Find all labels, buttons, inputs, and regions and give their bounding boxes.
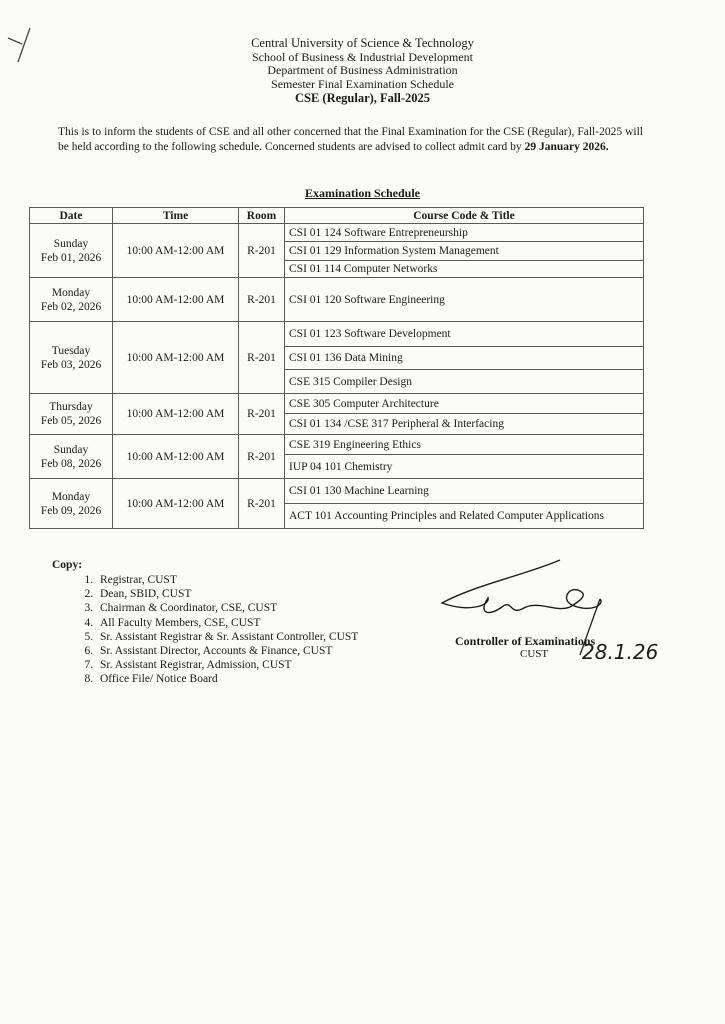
exam-date: Feb 03, 2026 — [40, 358, 102, 371]
list-item: 3. Chairman & Coordinator, CSE, CUST — [96, 601, 358, 615]
table-row — [30, 278, 644, 322]
exam-date-cell — [30, 435, 113, 479]
list-item: 6. Sr. Assistant Director, Accounts & Finance, CUST — [96, 644, 358, 658]
admit-card-deadline: 29 January 2026 — [524, 141, 606, 153]
exam-time: 10:00 AM-12:00 AM — [113, 322, 239, 394]
course-cell: ACT 101 Accounting Principles and Related Computer Applications — [285, 504, 644, 529]
copy-label: Copy: — [52, 559, 83, 571]
program-title: CSE (Regular), Fall-2025 — [294, 91, 431, 105]
exam-schedule-table — [29, 207, 644, 529]
course-cell: CSI 01 120 Software Engineering — [285, 278, 644, 322]
list-item: 8. Office File/ Notice Board — [96, 672, 358, 686]
exam-room: R-201 — [239, 224, 285, 278]
course-cell: CSI 01 129 Information System Management — [285, 242, 644, 261]
course-cell: CSI 01 123 Software Development — [285, 322, 644, 347]
list-item: 1. Registrar, CUST — [96, 573, 358, 587]
document-header — [0, 37, 725, 106]
signatory-org: CUST — [520, 648, 549, 660]
table-header-row — [30, 208, 644, 224]
handwritten-date: 28.1.26 — [582, 640, 659, 664]
exam-time: 10:00 AM-12:00 AM — [113, 479, 239, 529]
copy-list — [52, 573, 358, 687]
exam-date-cell — [30, 394, 113, 435]
exam-date: Feb 08, 2026 — [40, 457, 102, 470]
exam-room: R-201 — [239, 479, 285, 529]
header-time: Time — [113, 208, 239, 224]
exam-date: Feb 09, 2026 — [40, 504, 102, 517]
header-course: Course Code & Title — [285, 208, 644, 224]
course-cell: CSI 01 124 Software Entrepreneurship — [285, 224, 644, 242]
exam-room: R-201 — [239, 435, 285, 479]
exam-time: 10:00 AM-12:00 AM — [113, 435, 239, 479]
exam-date: Feb 02, 2026 — [40, 300, 102, 313]
exam-day: Sunday — [53, 237, 89, 250]
signatory-title: Controller of Examinations — [455, 634, 596, 648]
course-cell: CSI 01 134 /CSE 317 Peripheral & Interfacing — [285, 414, 644, 435]
exam-date-cell — [30, 322, 113, 394]
university-name: Central University of Science & Technology — [251, 36, 474, 50]
exam-time: 10:00 AM-12:00 AM — [113, 224, 239, 278]
exam-room: R-201 — [239, 322, 285, 394]
list-item: 4. All Faculty Members, CSE, CUST — [96, 616, 358, 630]
table-row — [30, 394, 644, 414]
school-name: School of Business & Industrial Development — [252, 49, 473, 64]
course-cell: IUP 04 101 Chemistry — [285, 455, 644, 479]
course-cell: CSI 01 136 Data Mining — [285, 347, 644, 370]
exam-day: Tuesday — [51, 344, 91, 357]
exam-date-cell — [30, 278, 113, 322]
header-room: Room — [239, 208, 285, 224]
header-date: Date — [30, 208, 113, 224]
schedule-title: Examination Schedule — [304, 186, 421, 200]
course-cell: CSE 305 Computer Architecture — [285, 394, 644, 414]
schedule-name: Semester Final Examination Schedule — [271, 76, 454, 91]
exam-room: R-201 — [239, 394, 285, 435]
exam-date: Feb 05, 2026 — [40, 415, 102, 427]
department-name: Department of Business Administration — [267, 63, 458, 77]
list-item: 2. Dean, SBID, CUST — [96, 587, 358, 601]
course-cell: CSE 315 Compiler Design — [285, 370, 644, 394]
course-cell: CSE 319 Engineering Ethics — [285, 435, 644, 455]
course-cell: CSI 01 130 Machine Learning — [285, 479, 644, 504]
exam-day: Monday — [51, 490, 91, 503]
list-item: 5. Sr. Assistant Registrar & Sr. Assistant Controller, CUST — [96, 630, 358, 644]
signature-icon — [430, 555, 690, 670]
exam-date-cell — [30, 224, 113, 278]
table-row — [30, 322, 644, 347]
table-row — [30, 435, 644, 455]
exam-day: Sunday — [53, 443, 89, 456]
intro-text: This is to inform the students of CSE and all other concerned that the Final Examination for the CSE (Regular), Fall-2025 will be held according to the following schedule. Concerned students are advised to collect admit card by — [58, 126, 643, 153]
exam-day: Thursday — [49, 401, 93, 413]
table-row — [30, 224, 644, 242]
table-row — [30, 479, 644, 504]
exam-room: R-201 — [239, 278, 285, 322]
list-item: 7. Sr. Assistant Registrar, Admission, CUST — [96, 658, 358, 672]
course-cell: CSI 01 114 Computer Networks — [285, 261, 644, 278]
exam-time: 10:00 AM-12:00 AM — [113, 394, 239, 435]
exam-date-cell — [30, 479, 113, 529]
exam-day: Monday — [51, 286, 91, 299]
intro-paragraph — [58, 125, 643, 155]
copy-list-section — [52, 559, 358, 687]
intro-end: . — [605, 141, 609, 153]
exam-date: Feb 01, 2026 — [40, 251, 102, 264]
exam-time: 10:00 AM-12:00 AM — [113, 278, 239, 322]
